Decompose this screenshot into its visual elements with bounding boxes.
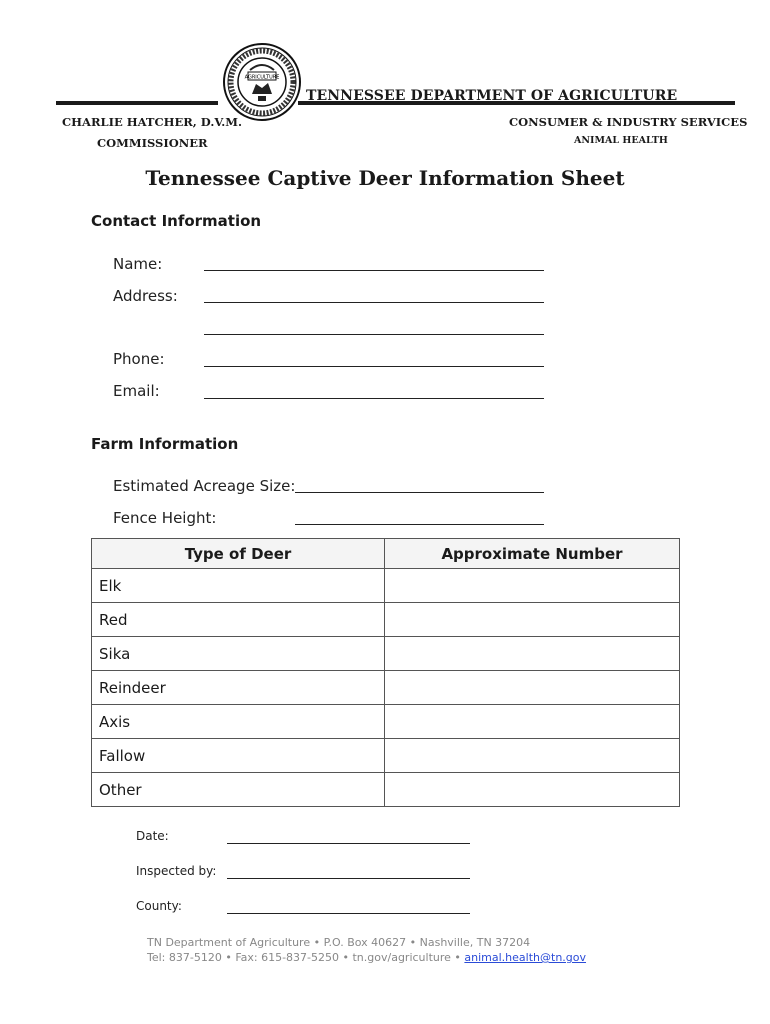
deer-type-cell: Elk bbox=[92, 569, 385, 603]
division-name: CONSUMER & INDUSTRY SERVICES bbox=[509, 115, 748, 129]
deer-type-cell: Reindeer bbox=[92, 671, 385, 705]
address-field-line-2[interactable] bbox=[204, 334, 544, 335]
header-rule-left bbox=[56, 101, 218, 105]
footer-contact bbox=[147, 951, 586, 964]
commissioner-title: COMMISSIONER bbox=[97, 136, 208, 150]
deer-type-cell: Red bbox=[92, 603, 385, 637]
table-row bbox=[92, 671, 680, 705]
footer-address: TN Department of Agriculture • P.O. Box 40627 • Nashville, TN 37204 bbox=[147, 936, 531, 949]
date-label: Date: bbox=[136, 829, 169, 843]
number-input-cell[interactable] bbox=[385, 739, 680, 773]
deer-type-cell: Sika bbox=[92, 637, 385, 671]
inspected-by-field[interactable] bbox=[227, 878, 470, 879]
number-input-cell[interactable] bbox=[385, 603, 680, 637]
deer-table bbox=[91, 538, 680, 807]
acreage-label: Estimated Acreage Size: bbox=[113, 477, 296, 495]
acreage-field[interactable] bbox=[295, 492, 544, 493]
county-label: County: bbox=[136, 899, 182, 913]
animal-health-email-link[interactable]: animal.health@tn.gov bbox=[464, 951, 587, 964]
deer-table-header-row bbox=[92, 539, 680, 569]
address-label: Address: bbox=[113, 287, 178, 305]
number-input-cell[interactable] bbox=[385, 773, 680, 807]
number-input-cell[interactable] bbox=[385, 569, 680, 603]
date-field[interactable] bbox=[227, 843, 470, 844]
commissioner-name: CHARLIE HATCHER, D.V.M. bbox=[62, 115, 243, 129]
name-field[interactable] bbox=[204, 270, 544, 271]
footer-contact-text: Tel: 837-5120 • Fax: 615-837-5250 • tn.gov/agriculture • bbox=[147, 951, 465, 964]
email-field[interactable] bbox=[204, 398, 544, 399]
table-row bbox=[92, 603, 680, 637]
number-input-cell[interactable] bbox=[385, 705, 680, 739]
deer-type-header: Type of Deer bbox=[92, 539, 385, 569]
table-row bbox=[92, 705, 680, 739]
email-label: Email: bbox=[113, 382, 160, 400]
table-row bbox=[92, 773, 680, 807]
seal-text: AGRICULTURE bbox=[244, 74, 280, 81]
number-input-cell[interactable] bbox=[385, 671, 680, 705]
department-name: TENNESSEE DEPARTMENT OF AGRICULTURE bbox=[306, 88, 678, 104]
number-input-cell[interactable] bbox=[385, 637, 680, 671]
table-row bbox=[92, 569, 680, 603]
deer-type-cell: Fallow bbox=[92, 739, 385, 773]
tennessee-state-seal-icon bbox=[222, 42, 302, 122]
farm-heading: Farm Information bbox=[91, 435, 239, 453]
inspected-by-label: Inspected by: bbox=[136, 864, 217, 878]
phone-field[interactable] bbox=[204, 366, 544, 367]
table-row bbox=[92, 637, 680, 671]
name-label: Name: bbox=[113, 255, 163, 273]
contact-heading: Contact Information bbox=[91, 212, 262, 230]
county-field[interactable] bbox=[227, 913, 470, 914]
deer-type-cell: Other bbox=[92, 773, 385, 807]
state-seal bbox=[222, 42, 302, 122]
address-field-line-1[interactable] bbox=[204, 302, 544, 303]
page-title: Tennessee Captive Deer Information Sheet bbox=[145, 166, 625, 190]
table-row bbox=[92, 739, 680, 773]
deer-type-cell: Axis bbox=[92, 705, 385, 739]
subdivision-name: ANIMAL HEALTH bbox=[574, 135, 668, 146]
approximate-number-header: Approximate Number bbox=[385, 539, 680, 569]
fence-height-field[interactable] bbox=[295, 524, 544, 525]
phone-label: Phone: bbox=[113, 350, 165, 368]
fence-height-label: Fence Height: bbox=[113, 509, 217, 527]
